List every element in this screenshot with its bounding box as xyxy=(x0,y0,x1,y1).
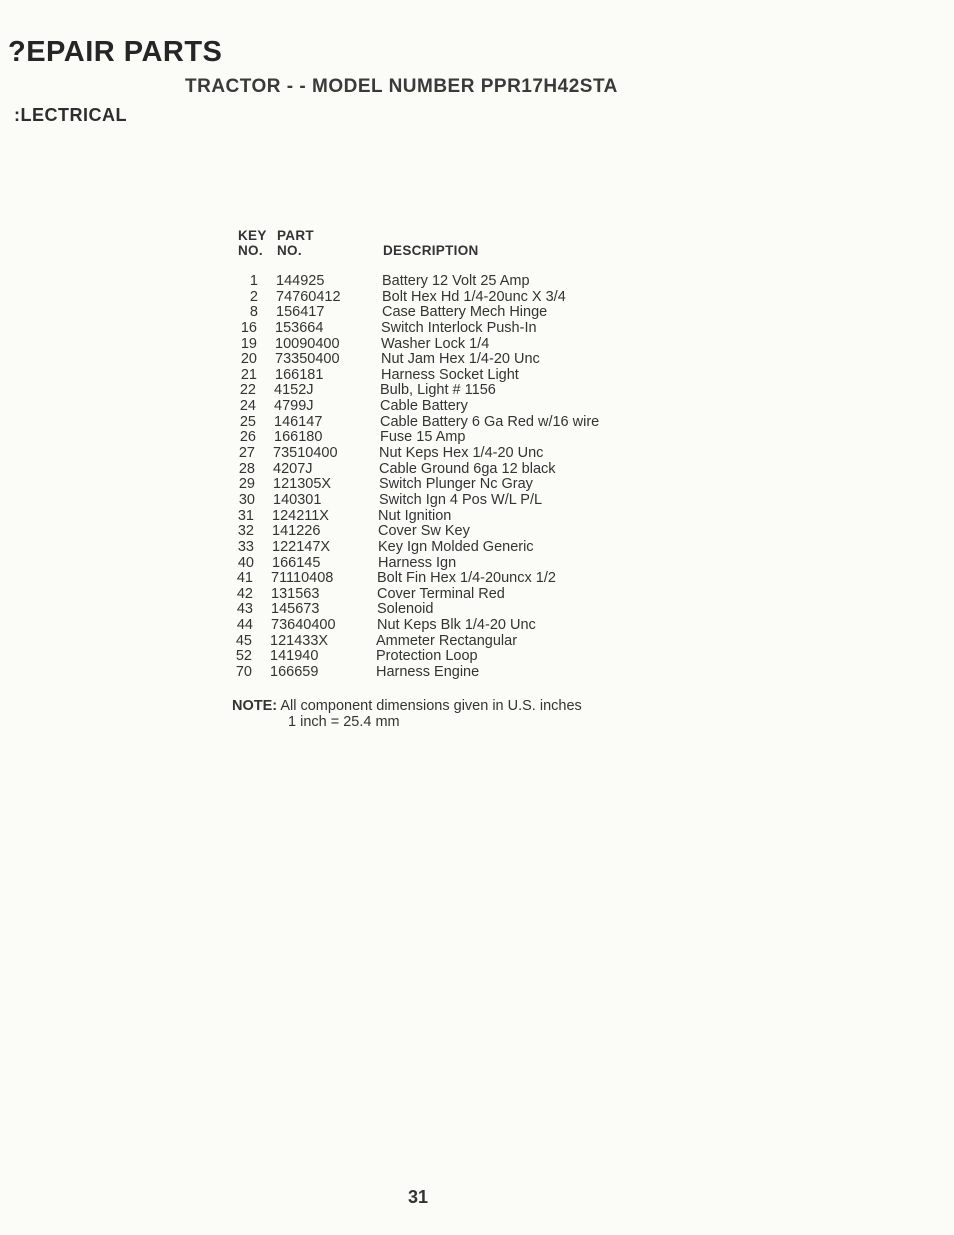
note-line1: All component dimensions given in U.S. inches xyxy=(280,698,582,714)
key-number: 25 xyxy=(239,413,256,430)
page-number: 31 xyxy=(408,1187,429,1207)
key-number: 2 xyxy=(249,288,258,305)
part-number: 141226 xyxy=(272,523,321,540)
part-number: 4152J xyxy=(274,382,314,399)
key-number: 21 xyxy=(240,366,257,383)
table-row xyxy=(0,383,954,399)
key-number: 29 xyxy=(238,476,255,493)
note xyxy=(232,698,582,730)
part-number: 166145 xyxy=(272,554,321,571)
part-description: Battery 12 Volt 25 Amp xyxy=(382,273,530,289)
part-description: Cover Sw Key xyxy=(378,523,470,540)
part-number: 4799J xyxy=(274,398,314,415)
key-number: 43 xyxy=(236,601,253,618)
part-description: Bolt Fin Hex 1/4-20uncx 1/2 xyxy=(377,570,556,587)
part-number: 121433X xyxy=(270,632,329,649)
part-description: Cable Battery xyxy=(380,398,468,415)
table-row xyxy=(0,493,954,509)
part-description: Switch Ign 4 Pos W/L P/L xyxy=(379,491,543,508)
key-number: 32 xyxy=(237,523,254,540)
description-header: DESCRIPTION xyxy=(383,243,479,258)
part-description: Washer Lock 1/4 xyxy=(381,335,490,352)
key-number: 26 xyxy=(239,429,256,446)
part-number: 166659 xyxy=(270,664,319,681)
part-description: Switch Interlock Push-In xyxy=(381,319,537,336)
part-description: Cover Terminal Red xyxy=(377,585,505,602)
part-number: 153664 xyxy=(275,319,324,336)
table-row xyxy=(0,665,954,681)
key-number: 1 xyxy=(249,273,258,289)
part-number: 71110408 xyxy=(271,570,334,587)
table-row xyxy=(0,368,954,384)
part-number: 131563 xyxy=(271,585,320,602)
table-row xyxy=(0,462,954,478)
part-number: 73640400 xyxy=(271,617,336,634)
table-row xyxy=(0,649,954,665)
key-number: 16 xyxy=(240,319,257,336)
table-row xyxy=(0,477,954,493)
key-number: 70 xyxy=(235,664,252,681)
part-number: 73350400 xyxy=(275,351,340,368)
part-description: Case Battery Mech Hinge xyxy=(382,304,548,321)
part-number: 146147 xyxy=(274,413,323,430)
key-number: 45 xyxy=(235,632,252,649)
part-header-line1: PART xyxy=(277,228,314,243)
table-row xyxy=(0,415,954,431)
part-description: Solenoid xyxy=(377,601,434,618)
table-row xyxy=(0,446,954,462)
table-row xyxy=(0,337,954,353)
table-row xyxy=(0,352,954,368)
table-row xyxy=(0,305,954,321)
table-row xyxy=(0,430,954,446)
table-row xyxy=(0,618,954,634)
parts-list xyxy=(0,274,954,681)
table-row xyxy=(0,524,954,540)
table-row xyxy=(0,509,954,525)
key-number: 22 xyxy=(239,382,256,399)
key-header-line2: NO. xyxy=(238,243,263,258)
key-number: 42 xyxy=(236,585,253,602)
part-description: Harness Ign xyxy=(378,554,457,571)
model-subtitle: TRACTOR - - MODEL NUMBER PPR17H42STA xyxy=(185,76,618,97)
part-number: 166181 xyxy=(275,366,324,383)
key-number: 27 xyxy=(238,445,255,462)
part-number: 144925 xyxy=(276,273,325,289)
page-title: ?EPAIR PARTS xyxy=(8,36,223,68)
table-row xyxy=(0,587,954,603)
key-number: 31 xyxy=(237,507,254,524)
part-number: 166180 xyxy=(274,429,323,446)
part-number: 74760412 xyxy=(276,288,341,305)
key-number: 44 xyxy=(236,617,253,634)
key-number: 19 xyxy=(240,335,257,352)
table-row xyxy=(0,602,954,618)
table-row xyxy=(0,290,954,306)
part-description: Ammeter Rectangular xyxy=(376,632,518,649)
part-description: Nut Keps Hex 1/4-20 Unc xyxy=(379,445,544,462)
part-description: Bolt Hex Hd 1/4-20unc X 3/4 xyxy=(382,288,566,305)
part-description: Protection Loop xyxy=(376,648,478,665)
table-row xyxy=(0,634,954,650)
key-number: 24 xyxy=(239,398,256,415)
part-number: 145673 xyxy=(271,601,320,618)
table-row xyxy=(0,399,954,415)
part-description: Cable Ground 6ga 12 black xyxy=(379,460,556,477)
part-number: 140301 xyxy=(273,491,322,508)
key-number: 28 xyxy=(238,460,255,477)
part-description: Harness Engine xyxy=(376,664,480,681)
table-row xyxy=(0,556,954,572)
part-description: Harness Socket Light xyxy=(381,366,519,383)
part-number: 156417 xyxy=(276,304,325,321)
table-row xyxy=(0,321,954,337)
key-header-line1: KEY xyxy=(238,228,267,243)
part-description: Switch Plunger Nc Gray xyxy=(379,476,533,493)
part-description: Nut Jam Hex 1/4-20 Unc xyxy=(381,351,540,368)
part-number: 121305X xyxy=(273,476,332,493)
key-number: 40 xyxy=(237,554,254,571)
table-row xyxy=(0,540,954,556)
part-description: Key Ign Molded Generic xyxy=(378,538,534,555)
part-number: 141940 xyxy=(270,648,319,665)
note-label: NOTE: xyxy=(232,698,278,714)
part-description: Fuse 15 Amp xyxy=(380,429,466,446)
section-heading: :LECTRICAL xyxy=(14,105,127,125)
key-number: 8 xyxy=(249,304,258,321)
key-number: 41 xyxy=(236,570,253,587)
part-number: 73510400 xyxy=(273,445,338,462)
part-number: 124211X xyxy=(272,507,329,524)
key-number: 30 xyxy=(238,491,255,508)
part-number: 10090400 xyxy=(275,335,340,352)
key-number: 33 xyxy=(237,538,254,555)
part-description: Cable Battery 6 Ga Red w/16 wire xyxy=(380,413,600,430)
part-number: 122147X xyxy=(272,538,331,555)
key-number: 20 xyxy=(240,351,257,368)
key-number: 52 xyxy=(235,648,252,665)
part-number: 4207J xyxy=(273,460,313,477)
table-row xyxy=(0,274,954,290)
part-description: Bulb, Light # 1156 xyxy=(380,382,496,399)
part-header-line2: NO. xyxy=(277,243,302,258)
table-row xyxy=(0,571,954,587)
part-description: Nut Ignition xyxy=(378,507,452,524)
note-line2: 1 inch = 25.4 mm xyxy=(288,714,400,730)
part-description: Nut Keps Blk 1/4-20 Unc xyxy=(377,617,536,634)
